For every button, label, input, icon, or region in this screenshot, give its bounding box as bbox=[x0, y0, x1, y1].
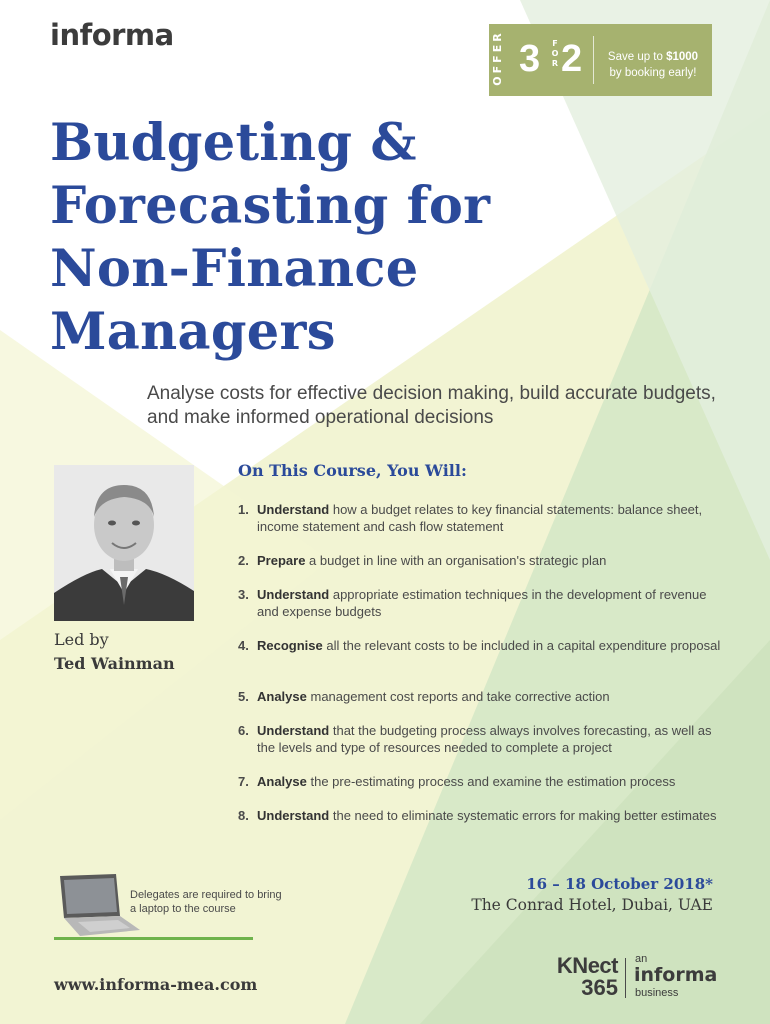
item-text: all the relevant costs to be included in a capital expenditure proposal bbox=[322, 638, 721, 653]
item-verb: Recognise bbox=[257, 638, 323, 653]
knect-text: KNect bbox=[556, 953, 618, 978]
event-venue: The Conrad Hotel, Dubai, UAE bbox=[471, 896, 713, 914]
list-item bbox=[238, 722, 728, 756]
item-text: the need to eliminate systematic errors for making better estimates bbox=[329, 808, 717, 823]
offer-for-text: FOR bbox=[551, 39, 559, 68]
course-subtitle: Analyse costs for effective decision making, build accurate budgets, and make informed operational decisions bbox=[147, 383, 716, 428]
presenter-portrait-icon bbox=[54, 465, 194, 621]
item-verb: Understand bbox=[257, 587, 330, 602]
list-item bbox=[238, 586, 728, 620]
brand-divider bbox=[625, 958, 626, 998]
brand-business: business bbox=[635, 987, 679, 999]
offer-badge bbox=[489, 24, 712, 96]
list-item bbox=[238, 688, 728, 705]
laptop-note: Delegates are required to bring a laptop to the course bbox=[130, 889, 282, 915]
item-number: 7. bbox=[238, 774, 249, 789]
item-text: that the budgeting process always involves forecasting, as well as the levels and type of resources needed to complete a project bbox=[257, 723, 712, 755]
offer-number-left: 3 bbox=[519, 38, 541, 80]
offer-label: OFFER bbox=[491, 30, 504, 86]
course-title-line: Non-Finance bbox=[50, 239, 419, 299]
led-by-label: Led by bbox=[54, 630, 109, 649]
green-divider bbox=[54, 937, 253, 940]
brand-an: an bbox=[635, 953, 648, 965]
list-item bbox=[238, 773, 728, 790]
brand-informa: informa bbox=[634, 964, 718, 986]
item-number: 2. bbox=[238, 553, 249, 568]
list-item bbox=[238, 501, 728, 535]
item-verb: Understand bbox=[257, 808, 330, 823]
course-title bbox=[50, 112, 610, 364]
list-item bbox=[238, 552, 728, 569]
website-link[interactable]: www.informa-mea.com bbox=[54, 975, 258, 994]
item-number: 6. bbox=[238, 723, 249, 738]
item-text: appropriate estimation techniques in the development of revenue and expense budgets bbox=[257, 587, 707, 619]
event-dates: 16 – 18 October 2018* bbox=[526, 875, 713, 893]
item-text: the pre-estimating process and examine the estimation process bbox=[306, 774, 676, 789]
course-title-line: Budgeting & bbox=[50, 113, 417, 173]
knect365-logo bbox=[540, 955, 618, 999]
course-title-line: Forecasting for bbox=[50, 176, 491, 236]
offer-save-prefix: Save up to bbox=[607, 51, 667, 63]
informa-logo: informa bbox=[50, 18, 174, 52]
item-text: how a budget relates to key financial statements: balance sheet, income statement and cash flow statement bbox=[257, 502, 703, 534]
item-verb: Understand bbox=[257, 723, 330, 738]
offer-save-line2: by booking early! bbox=[609, 67, 697, 79]
item-verb: Analyse bbox=[257, 689, 307, 704]
item-number: 8. bbox=[238, 808, 249, 823]
item-verb: Analyse bbox=[257, 774, 307, 789]
offer-save-text bbox=[597, 49, 709, 81]
item-verb: Prepare bbox=[257, 553, 306, 568]
presenter-name: Ted Wainman bbox=[54, 654, 175, 673]
laptop-icon bbox=[54, 872, 142, 940]
item-text: a budget in line with an organisation's strategic plan bbox=[305, 553, 607, 568]
offer-save-amount: $1000 bbox=[666, 51, 699, 63]
presenter-photo bbox=[54, 465, 194, 621]
offer-divider bbox=[593, 36, 594, 84]
item-verb: Understand bbox=[257, 502, 330, 517]
offer-number-right: 2 bbox=[561, 38, 583, 80]
item-number: 1. bbox=[238, 502, 249, 517]
outcomes-heading: On This Course, You Will: bbox=[238, 461, 467, 480]
item-number: 5. bbox=[238, 689, 249, 704]
item-text: management cost reports and take corrective action bbox=[306, 689, 610, 704]
list-item bbox=[238, 807, 728, 824]
item-number: 3. bbox=[238, 587, 249, 602]
course-title-line: Managers bbox=[50, 302, 336, 362]
list-item bbox=[238, 637, 728, 654]
item-number: 4. bbox=[238, 638, 249, 653]
knect-number: 365 bbox=[581, 975, 618, 1000]
